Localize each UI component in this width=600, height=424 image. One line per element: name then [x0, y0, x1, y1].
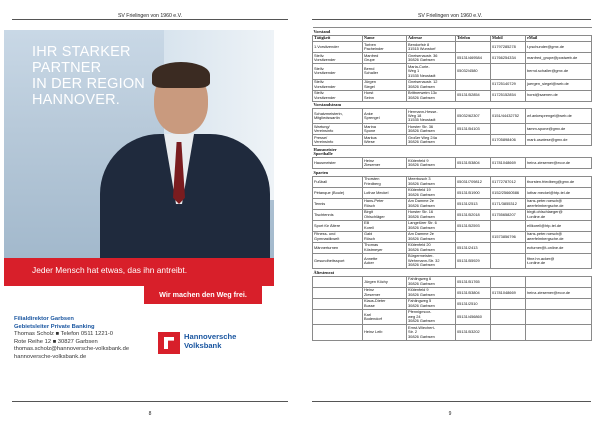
table-cell	[526, 325, 592, 340]
table-row	[313, 79, 592, 90]
table-cell: Maria-Curie- Weg 1 31535 Neustadt	[407, 64, 456, 79]
section-heading	[313, 146, 592, 158]
email-cell[interactable]: mark.uswiese@gmx.de	[526, 135, 592, 146]
table-cell: Thorsten Friedberg	[363, 176, 407, 187]
email-cell[interactable]: hans-peter.roesch@ aeerfelmbergsche.de	[526, 198, 592, 209]
table-cell	[491, 276, 526, 287]
table-cell: Elli Korell	[363, 220, 407, 231]
table-cell: Fahlingweg 5 30826 Garbsen	[407, 298, 456, 309]
table-cell: Klütenfeld 19 30826 Garbsen	[407, 187, 456, 198]
table-cell: Heinz Ziesemer	[363, 158, 407, 169]
section-title: Hausmeister Sportballe	[313, 146, 592, 158]
ad-headline-3: IN DER REGION	[32, 76, 145, 92]
table-row	[313, 253, 592, 268]
running-header-right: SV Frielingen von 1960 e.V.	[417, 13, 483, 19]
table-cell: Karl Bodendorf	[363, 309, 407, 324]
table-cell: Großer Weg 24a 30826 Garbsen	[407, 135, 456, 146]
table-cell: Bürgermeister- Wehrmann-Str. 32 30826 Garbsen	[407, 253, 456, 268]
table-cell: Pétanque (Boule)	[313, 187, 363, 198]
table-cell: 05131/52593	[456, 220, 491, 231]
table-row	[313, 198, 592, 209]
table-cell: Manfred Grupe	[363, 53, 407, 64]
running-header-left: SV Frielingen von 1960 e.V.	[117, 13, 183, 19]
table-cell	[491, 298, 526, 309]
table-cell	[456, 135, 491, 146]
table-cell: 01797285278	[491, 42, 526, 53]
column-header: Adresse	[407, 35, 456, 42]
table-cell: Thomas Köstmeyer	[363, 242, 407, 253]
table-row	[313, 220, 592, 231]
table-cell	[313, 287, 363, 298]
table-cell	[491, 309, 526, 324]
table-cell: Jürgen Siegel	[363, 79, 407, 90]
table-cell: 05131/54103	[456, 124, 491, 135]
table-cell: 01705898406	[491, 135, 526, 146]
section-title: Ältestenrat	[313, 269, 592, 277]
ad-headline-4: HANNOVER.	[32, 92, 121, 108]
section-heading	[313, 169, 592, 177]
ad-slogan: Wir machen den Weg frei.	[144, 286, 262, 304]
table-cell: Am Damme 2e 30826 Garbsen	[407, 231, 456, 242]
volksbank-logo-icon	[158, 332, 180, 354]
table-cell: Heinz Leib	[363, 325, 407, 340]
table-cell: Horst Seinn	[363, 90, 407, 101]
table-cell: Stellv. Vorsitzender	[313, 90, 363, 101]
table-cell	[526, 298, 592, 309]
table-cell: Gneisenaustr. 36 30826 Garbsen	[407, 53, 456, 64]
table-cell: 05131/51900	[456, 187, 491, 198]
table-cell: Gesundheitssport	[313, 253, 363, 268]
table-cell	[491, 220, 526, 231]
table-cell: Gabi Rösch	[363, 231, 407, 242]
table-cell	[491, 124, 526, 135]
table-cell: 01755658207	[491, 209, 526, 220]
section-title: Vorstandsteam	[313, 101, 592, 109]
table-cell	[526, 276, 592, 287]
table-cell: Hans-Peter Rösch	[363, 198, 407, 209]
table-cell	[313, 309, 363, 324]
table-cell: 01573856796	[491, 231, 526, 242]
table-cell: Bendorfstr 8 31515 Wunstorf	[407, 42, 456, 53]
table-row	[313, 90, 592, 101]
table-cell: Horster Str. 36 30826 Garbsen	[407, 124, 456, 135]
contact-title: Filialdirektor Garbsen	[14, 316, 74, 322]
table-row	[313, 109, 592, 124]
table-cell: 0152/25660586	[491, 187, 526, 198]
email-cell[interactable]: ecfurner@t-online.de	[526, 242, 592, 253]
email-cell[interactable]: wf.ankesprengel@web.de	[526, 109, 592, 124]
table-cell: Ernst-Wiechert- Str. 2 30826 Garbsen	[407, 325, 456, 340]
table-cell: Jürgen Köchy	[363, 276, 407, 287]
email-cell[interactable]: horst@saenen.de	[526, 90, 592, 101]
email-cell[interactable]: birgit.ohlschlaeger@ t-online.de	[526, 209, 592, 220]
page-number-right: 9	[448, 411, 452, 417]
logo-text-2: Volksbank	[184, 341, 222, 350]
table-cell: Lothar Meckel	[363, 187, 407, 198]
table-row	[313, 158, 592, 169]
table-cell	[313, 325, 363, 340]
table-row	[313, 231, 592, 242]
table-cell: 05032/4580	[456, 64, 491, 79]
table-cell: Hermann-Hesse- Weg 18 31535 Neustadt	[407, 109, 456, 124]
page-number-left: 8	[148, 411, 152, 417]
table-cell: Bernd Schaller	[363, 64, 407, 79]
table-cell: 05131/53804	[456, 158, 491, 169]
ad-contact	[14, 316, 164, 362]
contact-website: hannoversche-volksbank.de	[14, 353, 87, 360]
email-cell[interactable]: juergen_siegel@web.de	[526, 79, 592, 90]
footer-rule-right	[312, 401, 591, 402]
email-cell[interactable]: fitne.hn.acker@ t-online.de	[526, 253, 592, 268]
table-cell: 05031/709812	[456, 176, 491, 187]
table-cell: 05131/2413	[456, 242, 491, 253]
column-header: eMail	[526, 35, 592, 42]
table-cell: Horster Str. 16 30826 Garbsen	[407, 209, 456, 220]
table-cell: Fahlingweg 6 30826 Garbsen	[407, 276, 456, 287]
section-heading	[313, 269, 592, 277]
table-cell: 05032/62307	[456, 109, 491, 124]
table-cell	[456, 79, 491, 90]
table-cell: 05131/456860	[456, 309, 491, 324]
table-cell: 01772787012	[491, 176, 526, 187]
column-header: Name	[363, 35, 407, 42]
section-heading	[313, 28, 592, 36]
section-title: Vorstand	[313, 28, 592, 36]
table-row	[313, 42, 592, 53]
email-cell[interactable]: elllkorell@htp-tel.de	[526, 220, 592, 231]
table-cell: Fußball	[313, 176, 363, 187]
table-cell	[491, 253, 526, 268]
table-row	[313, 176, 592, 187]
table-cell: 01781048669	[491, 158, 526, 169]
table-row	[313, 276, 592, 287]
table-cell: Stellv. Vorsitzender	[313, 64, 363, 79]
email-cell[interactable]: lothar.meckel@htp-tel.de	[526, 187, 592, 198]
table-header-row	[313, 35, 592, 42]
section-heading	[313, 101, 592, 109]
contact-role: Gebietsleiter Private Banking	[14, 323, 95, 330]
table-row	[313, 124, 592, 135]
table-cell: 0151/44432752	[491, 109, 526, 124]
table-cell: 01781048669	[491, 287, 526, 298]
bank-advertisement	[4, 30, 274, 390]
table-row	[313, 287, 592, 298]
table-cell: Wartung/ Vereinsinfo	[313, 124, 363, 135]
table-row	[313, 187, 592, 198]
table-cell: Gneisenaustr. 12 30826 Garbsen	[407, 79, 456, 90]
contact-address: Rote Reihe 12 ■ 30827 Garbsen	[14, 338, 98, 345]
email-cell[interactable]: bernd.schaller@gmx.de	[526, 64, 592, 79]
ad-photo	[4, 30, 274, 280]
table-cell	[313, 276, 363, 287]
email-cell[interactable]: hans-peter.roesch@ aeerfelmbergsche.de	[526, 231, 592, 242]
table-cell: Torben Pacheinder	[363, 42, 407, 53]
table-cell: Brittnerweim 13c 30826 Garbsen	[407, 90, 456, 101]
table-cell: Schatzmeisterin, Mitgliedswartin	[313, 109, 363, 124]
contacts-table	[312, 27, 592, 341]
table-cell: Klütenfeld 9 30826 Garbsen	[407, 158, 456, 169]
table-row	[313, 309, 592, 324]
column-header: Mobil	[491, 35, 526, 42]
table-cell: Klütenfeld 9 30826 Garbsen	[407, 287, 456, 298]
table-cell: Presse/ Vereinsinfo	[313, 135, 363, 146]
email-cell[interactable]: manfred_grupe@postweb.de	[526, 53, 592, 64]
ad-headline-1: IHR STARKER	[32, 44, 131, 60]
column-header: Telefon	[456, 35, 491, 42]
table-cell	[491, 242, 526, 253]
table-cell: 1.Vorsitzender	[313, 42, 363, 53]
contact-email: thomas.scholz@hannoversche-volksbank.de	[14, 346, 130, 353]
table-cell	[456, 42, 491, 53]
table-cell: Hausmeister	[313, 158, 363, 169]
table-cell: Marina Spone	[363, 124, 407, 135]
table-cell: 01766254334	[491, 53, 526, 64]
table-cell: Sport für Ältere	[313, 220, 363, 231]
table-cell	[313, 298, 363, 309]
table-cell: Meerbusch 3 30826 Garbsen	[407, 176, 456, 187]
table-cell: Klaus-Dieter Busse	[363, 298, 407, 309]
table-row	[313, 53, 592, 64]
table-cell	[526, 309, 592, 324]
table-cell: 05131/2510	[456, 298, 491, 309]
table-cell: 05131/53804	[456, 287, 491, 298]
email-cell[interactable]: thorsten.friedberg@gmx.de	[526, 176, 592, 187]
table-row	[313, 64, 592, 79]
table-cell: 05131/53202	[456, 325, 491, 340]
table-cell: Birgit Ohlschläger	[363, 209, 407, 220]
table-cell: 05131/55929	[456, 253, 491, 268]
table-row	[313, 209, 592, 220]
column-header: Tätigkeit	[313, 35, 363, 42]
table-cell: Pfennigmoor- weg 24 30826 Garbsen	[407, 309, 456, 324]
table-cell: Annette Acker	[363, 253, 407, 268]
table-row	[313, 325, 592, 340]
table-cell: Anke Sprengel	[363, 109, 407, 124]
header-rule-right	[312, 19, 591, 20]
table-cell: 05131/51765	[456, 276, 491, 287]
table-cell: Männerturnen	[313, 242, 363, 253]
table-cell: Markus Wiese	[363, 135, 407, 146]
ad-tagline: Jeder Mensch hat etwas, das ihn antreibt.	[32, 265, 188, 275]
table-cell	[456, 231, 491, 242]
table-cell	[491, 64, 526, 79]
table-cell: Stellv. Vorsitzender	[313, 53, 363, 64]
table-row	[313, 298, 592, 309]
email-cell[interactable]: heinz-ziesemer@ecor.de	[526, 158, 592, 169]
table-row	[313, 135, 592, 146]
table-cell: 0171/3855312	[491, 198, 526, 209]
table-cell: Am Damme 2e 30826 Garbsen	[407, 198, 456, 209]
table-row	[313, 242, 592, 253]
table-cell: 05131/469584	[456, 53, 491, 64]
table-cell: 05131/52854	[456, 90, 491, 101]
header-rule-left	[12, 19, 288, 20]
table-cell: Fitness- und Gymnastikwelt	[313, 231, 363, 242]
table-cell: 05131/52018	[456, 209, 491, 220]
table-cell: Heinz Ziesemer	[363, 287, 407, 298]
bank-logo	[158, 330, 274, 356]
table-cell: Tennis	[313, 198, 363, 209]
section-title: Sparten	[313, 169, 592, 177]
table-cell: 01725140729	[491, 79, 526, 90]
right-page	[300, 0, 600, 424]
email-cell[interactable]: heinz-ziesemer@ecor.de	[526, 287, 592, 298]
email-cell[interactable]: t.pschunder@gmx.de	[526, 42, 592, 53]
email-cell[interactable]: tamm-spone@gmx.de	[526, 124, 592, 135]
contact-name-phone: Thomas Scholz ■ Telefon 0511 1221-0	[14, 331, 113, 338]
footer-rule-left	[12, 401, 288, 402]
table-cell: Langelürer Str. 6 30826 Garbsen	[407, 220, 456, 231]
logo-text-1: Hannoversche	[184, 332, 237, 341]
table-cell: 01725152854	[491, 90, 526, 101]
table-cell: Tischtennis	[313, 209, 363, 220]
table-cell: 05131/2513	[456, 198, 491, 209]
ad-headline-2: PARTNER	[32, 60, 102, 76]
table-cell	[491, 325, 526, 340]
table-cell: Klütenfeld 20 30826 Garbsen	[407, 242, 456, 253]
table-cell: Stellv. Vorsitzender	[313, 79, 363, 90]
